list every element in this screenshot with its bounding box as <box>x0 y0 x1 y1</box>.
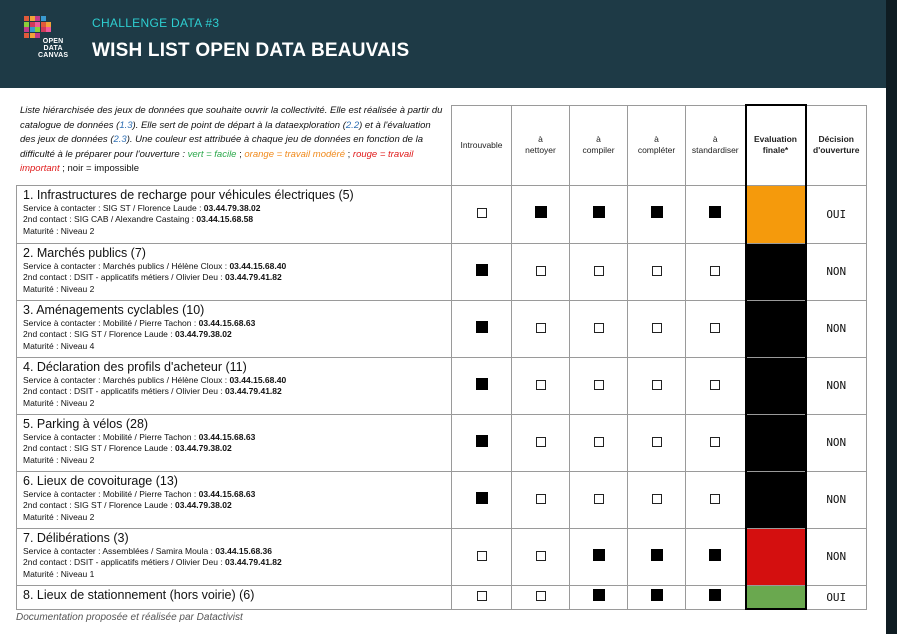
check-cell-completer <box>628 243 686 300</box>
check-cell-completer <box>628 414 686 471</box>
check-cell-introuvable <box>452 243 512 300</box>
secondary-contact: 2nd contact : DSIT - applicatifs métiers / Olivier Deu : 03.44.79.41.82 <box>23 386 282 396</box>
secondary-contact: 2nd contact : SIG ST / Florence Laude : 03.44.79.38.02 <box>23 500 232 510</box>
primary-contact: Service à contacter : Mobilité / Pierre Tachon : 03.44.15.68.63 <box>23 488 256 499</box>
empty-box-icon <box>536 591 546 601</box>
check-cell-nettoyer <box>512 185 570 243</box>
check-cell-standardiser <box>686 528 746 585</box>
table-row <box>17 243 867 300</box>
maturity-level: Maturité : Niveau 2 <box>23 283 95 294</box>
empty-box-icon <box>536 551 546 561</box>
evaluation-color-cell <box>746 471 806 528</box>
checked-box-icon <box>476 435 488 447</box>
primary-contact: Service à contacter : Assemblées / Samira Moula : 03.44.15.68.36 <box>23 545 273 556</box>
checked-box-icon <box>593 206 605 218</box>
checked-box-icon <box>651 206 663 218</box>
check-cell-nettoyer <box>512 357 570 414</box>
decision-value: NON <box>806 357 867 414</box>
empty-box-icon <box>652 437 662 447</box>
decision-value: OUI <box>806 585 867 609</box>
table-row <box>17 528 867 585</box>
empty-box-icon <box>594 437 604 447</box>
check-cell-nettoyer <box>512 471 570 528</box>
table-row <box>17 300 867 357</box>
evaluation-color-cell <box>746 300 806 357</box>
dataset-title: 7. Délibérations (3) <box>23 530 129 545</box>
evaluation-color-cell <box>746 414 806 471</box>
check-cell-standardiser <box>686 414 746 471</box>
checked-box-icon <box>476 264 488 276</box>
check-cell-completer <box>628 357 686 414</box>
decision-value: NON <box>806 471 867 528</box>
maturity-level: Maturité : Niveau 2 <box>23 454 95 465</box>
dataset-title: 1. Infrastructures de recharge pour véhicules électriques (5) <box>23 187 354 202</box>
empty-box-icon <box>710 323 720 333</box>
col-header-decision: Décision d'ouverture <box>806 105 867 185</box>
decision-value: NON <box>806 243 867 300</box>
empty-box-icon <box>536 494 546 504</box>
checked-box-icon <box>476 321 488 333</box>
empty-box-icon <box>536 323 546 333</box>
table-row <box>17 185 867 243</box>
checked-box-icon <box>593 589 605 601</box>
empty-box-icon <box>652 266 662 276</box>
col-header-standardiser: à standardiser <box>686 105 746 185</box>
secondary-contact: 2nd contact : DSIT - applicatifs métiers / Olivier Deu : 03.44.79.41.82 <box>23 272 282 282</box>
maturity-level: Maturité : Niveau 1 <box>23 568 95 579</box>
col-header-evaluation: Evaluation finale* <box>746 105 806 185</box>
check-cell-compiler <box>570 300 628 357</box>
col-header-nettoyer: à nettoyer <box>512 105 570 185</box>
dataset-cell <box>17 185 452 243</box>
table-row <box>17 585 867 609</box>
decision-value: NON <box>806 300 867 357</box>
evaluation-color-cell <box>746 185 806 243</box>
check-cell-nettoyer <box>512 414 570 471</box>
check-cell-completer <box>628 300 686 357</box>
check-cell-introuvable <box>452 185 512 243</box>
dataset-title: 5. Parking à vélos (28) <box>23 416 149 431</box>
empty-box-icon <box>536 437 546 447</box>
secondary-contact: 2nd contact : SIG ST / Florence Laude : 03.44.79.38.02 <box>23 443 232 453</box>
secondary-contact: 2nd contact : SIG CAB / Alexandre Castaing : 03.44.15.68.58 <box>23 214 254 224</box>
maturity-level: Maturité : Niveau 2 <box>23 397 95 408</box>
empty-box-icon <box>594 494 604 504</box>
challenge-subtitle: CHALLENGE DATA #3 <box>92 16 220 30</box>
dataset-cell <box>17 243 452 300</box>
evaluation-color-cell <box>746 357 806 414</box>
dataset-cell <box>17 585 452 609</box>
empty-box-icon <box>710 494 720 504</box>
empty-box-icon <box>594 380 604 390</box>
primary-contact: Service à contacter : Mobilité / Pierre Tachon : 03.44.15.68.63 <box>23 317 256 328</box>
evaluation-color-cell <box>746 243 806 300</box>
secondary-contact: 2nd contact : DSIT - applicatifs métiers / Olivier Deu : 03.44.79.41.82 <box>23 557 282 567</box>
check-cell-compiler <box>570 585 628 609</box>
open-data-canvas-logo <box>22 16 72 62</box>
check-cell-standardiser <box>686 185 746 243</box>
check-cell-compiler <box>570 185 628 243</box>
empty-box-icon <box>594 266 604 276</box>
empty-box-icon <box>652 494 662 504</box>
empty-box-icon <box>652 323 662 333</box>
page-title: WISH LIST OPEN DATA BEAUVAIS <box>92 40 410 61</box>
checked-box-icon <box>476 378 488 390</box>
empty-box-icon <box>536 380 546 390</box>
col-header-completer: à compléter <box>628 105 686 185</box>
checked-box-icon <box>709 549 721 561</box>
check-cell-completer <box>628 185 686 243</box>
check-cell-compiler <box>570 471 628 528</box>
dataset-cell <box>17 357 452 414</box>
col-header-compiler: à compiler <box>570 105 628 185</box>
dataset-title: 2. Marchés publics (7) <box>23 245 146 260</box>
maturity-level: Maturité : Niveau 2 <box>23 511 95 522</box>
check-cell-compiler <box>570 357 628 414</box>
table-row <box>17 414 867 471</box>
check-cell-nettoyer <box>512 300 570 357</box>
check-cell-completer <box>628 471 686 528</box>
table-row <box>17 471 867 528</box>
logo-text: OPEN DATA CANVAS <box>38 38 69 59</box>
dataset-cell <box>17 414 452 471</box>
check-cell-compiler <box>570 528 628 585</box>
empty-box-icon <box>477 208 487 218</box>
check-cell-completer <box>628 585 686 609</box>
decision-value: NON <box>806 528 867 585</box>
primary-contact: Service à contacter : Mobilité / Pierre Tachon : 03.44.15.68.63 <box>23 431 256 442</box>
empty-box-icon <box>652 380 662 390</box>
decision-value: OUI <box>806 185 867 243</box>
primary-contact: Service à contacter : Marchés publics / Hélène Cloux : 03.44.15.68.40 <box>23 260 287 271</box>
check-cell-standardiser <box>686 300 746 357</box>
check-cell-nettoyer <box>512 528 570 585</box>
checked-box-icon <box>476 492 488 504</box>
empty-box-icon <box>536 266 546 276</box>
evaluation-color-cell <box>746 585 806 609</box>
col-header-introuvable: Introuvable <box>452 105 512 185</box>
primary-contact: Service à contacter : SIG ST / Florence Laude : 03.44.79.38.02 <box>23 202 261 213</box>
right-edge-frame <box>886 0 897 634</box>
check-cell-compiler <box>570 243 628 300</box>
check-cell-introuvable <box>452 528 512 585</box>
wish-list-table <box>16 104 867 610</box>
header-banner <box>0 0 886 88</box>
checked-box-icon <box>651 589 663 601</box>
maturity-level: Maturité : Niveau 4 <box>23 340 95 351</box>
dataset-cell <box>17 528 452 585</box>
primary-contact: Service à contacter : Marchés publics / Hélène Cloux : 03.44.15.68.40 <box>23 374 287 385</box>
right-margin <box>871 88 886 634</box>
dataset-title: 4. Déclaration des profils d'acheteur (11) <box>23 359 247 374</box>
dataset-title: 6. Lieux de covoiturage (13) <box>23 473 178 488</box>
check-cell-standardiser <box>686 471 746 528</box>
check-cell-standardiser <box>686 357 746 414</box>
intro-paragraph: Liste hiérarchisée des jeux de données que souhaite ouvrir la collectivité. Elle est réalisée à partir du catalogue de données (1.3). Elle sert de point de départ à la dataexploration (2.2) et à l'évaluation des jeux de données (2.3). Une couleur est attribuée à chaque jeu de données en fonction de la difficulté à le préparer pour l'ouverture : vert = facile ; orange = travail modéré ; rouge = travail important ; noir = impossible <box>20 105 443 174</box>
checked-box-icon <box>535 206 547 218</box>
check-cell-standardiser <box>686 585 746 609</box>
table-row <box>17 357 867 414</box>
empty-box-icon <box>594 323 604 333</box>
check-cell-nettoyer <box>512 585 570 609</box>
evaluation-color-cell <box>746 528 806 585</box>
maturity-level: Maturité : Niveau 2 <box>23 225 95 236</box>
check-cell-compiler <box>570 414 628 471</box>
dataset-title: 3. Aménagements cyclables (10) <box>23 302 205 317</box>
decision-value: NON <box>806 414 867 471</box>
check-cell-standardiser <box>686 243 746 300</box>
checked-box-icon <box>651 549 663 561</box>
check-cell-introuvable <box>452 585 512 609</box>
checked-box-icon <box>593 549 605 561</box>
check-cell-introuvable <box>452 471 512 528</box>
logo-grid-icon <box>24 16 52 38</box>
checked-box-icon <box>709 589 721 601</box>
secondary-contact: 2nd contact : SIG ST / Florence Laude : 03.44.79.38.02 <box>23 329 232 339</box>
check-cell-completer <box>628 528 686 585</box>
empty-box-icon <box>477 591 487 601</box>
check-cell-introuvable <box>452 357 512 414</box>
footer-credit: Documentation proposée et réalisée par Datactivist <box>16 612 243 623</box>
dataset-title: 8. Lieux de stationnement (hors voirie) (6) <box>23 587 255 602</box>
dataset-cell <box>17 300 452 357</box>
empty-box-icon <box>477 551 487 561</box>
checked-box-icon <box>709 206 721 218</box>
check-cell-introuvable <box>452 300 512 357</box>
check-cell-nettoyer <box>512 243 570 300</box>
dataset-cell <box>17 471 452 528</box>
empty-box-icon <box>710 380 720 390</box>
empty-box-icon <box>710 266 720 276</box>
empty-box-icon <box>710 437 720 447</box>
check-cell-introuvable <box>452 414 512 471</box>
